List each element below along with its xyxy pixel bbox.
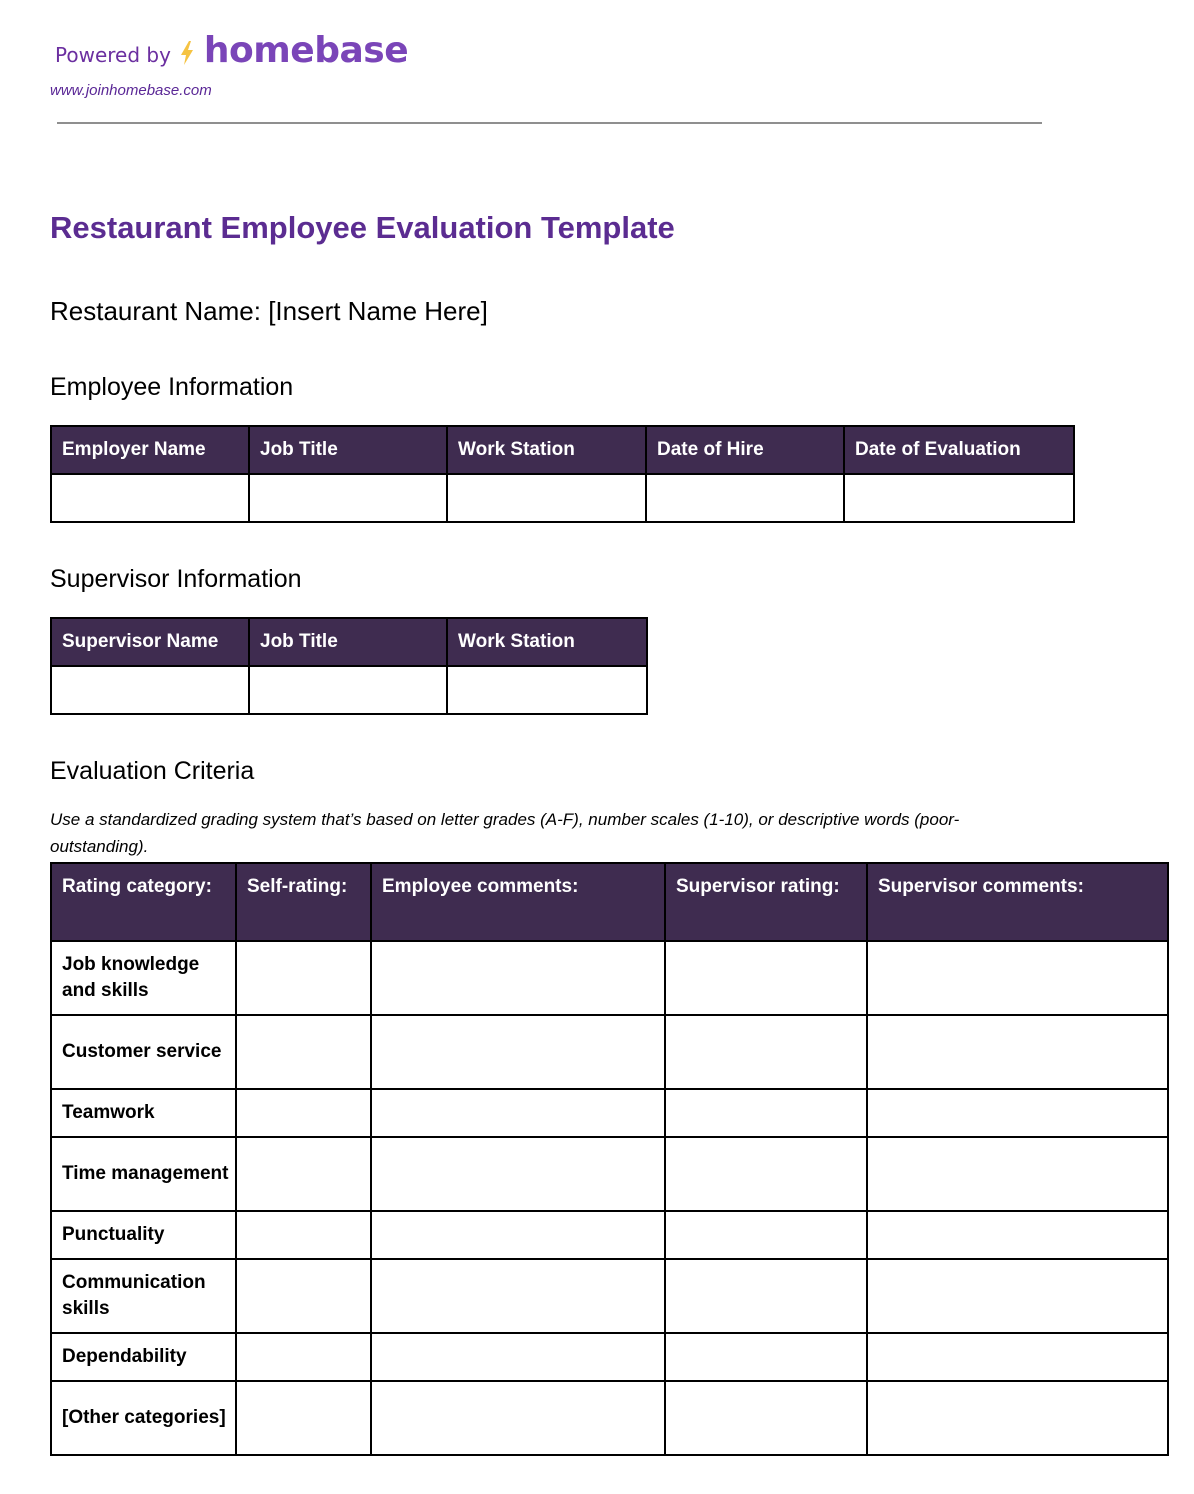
employee-comments-cell[interactable] (371, 1089, 665, 1137)
supervisor-rating-cell[interactable] (665, 1137, 867, 1211)
supervisor-info-table (50, 617, 648, 715)
employee-comments-cell[interactable] (371, 1015, 665, 1089)
column-header: Self-rating: (236, 863, 371, 941)
column-header: Supervisor Name (51, 618, 249, 666)
rating-category: Teamwork (51, 1089, 236, 1137)
self-rating-cell[interactable] (236, 1381, 371, 1455)
employer-name-cell[interactable] (51, 474, 249, 522)
table-header-row (51, 426, 1074, 474)
column-header: Employee comments: (371, 863, 665, 941)
table-row (51, 1259, 1168, 1333)
supervisor-rating-cell[interactable] (665, 1211, 867, 1259)
column-header: Rating category: (51, 863, 236, 941)
table-header-row (51, 618, 647, 666)
supervisor-rating-cell[interactable] (665, 1015, 867, 1089)
date-of-hire-cell[interactable] (646, 474, 844, 522)
work-station-cell[interactable] (447, 666, 647, 714)
table-row (51, 1015, 1168, 1089)
table-row (51, 941, 1168, 1015)
table-row (51, 666, 647, 714)
supervisor-rating-cell[interactable] (665, 1259, 867, 1333)
supervisor-rating-cell[interactable] (665, 941, 867, 1015)
rating-category: Time management (51, 1137, 236, 1211)
powered-by-label: Powered by (55, 43, 171, 67)
supervisor-rating-cell[interactable] (665, 1333, 867, 1381)
column-header: Work Station (447, 618, 647, 666)
self-rating-cell[interactable] (236, 1015, 371, 1089)
grading-note: Use a standardized grading system that’s based on letter grades (A-F), number scales (1-10), or descriptive words (poor-outstanding). (50, 810, 960, 856)
supervisor-info-heading: Supervisor Information (50, 565, 302, 593)
employee-comments-cell[interactable] (371, 1137, 665, 1211)
employee-info-heading: Employee Information (50, 373, 294, 401)
work-station-cell[interactable] (447, 474, 646, 522)
table-row (51, 1211, 1168, 1259)
supervisor-comments-cell[interactable] (867, 1381, 1168, 1455)
supervisor-comments-cell[interactable] (867, 1089, 1168, 1137)
column-header: Employer Name (51, 426, 249, 474)
rating-category: Communication skills (51, 1259, 236, 1333)
employee-comments-cell[interactable] (371, 1259, 665, 1333)
column-header: Date of Evaluation (844, 426, 1074, 474)
header-divider (57, 122, 1042, 124)
evaluation-criteria-heading: Evaluation Criteria (50, 757, 255, 785)
rating-category: [Other categories] (51, 1381, 236, 1455)
self-rating-cell[interactable] (236, 1137, 371, 1211)
rating-category: Dependability (51, 1333, 236, 1381)
supervisor-comments-cell[interactable] (867, 941, 1168, 1015)
supervisor-comments-cell[interactable] (867, 1211, 1168, 1259)
rating-category: Punctuality (51, 1211, 236, 1259)
job-title-cell[interactable] (249, 474, 447, 522)
self-rating-cell[interactable] (236, 1089, 371, 1137)
employee-comments-cell[interactable] (371, 1211, 665, 1259)
restaurant-name-field[interactable]: Restaurant Name: [Insert Name Here] (50, 296, 488, 326)
employee-comments-cell[interactable] (371, 941, 665, 1015)
supervisor-name-cell[interactable] (51, 666, 249, 714)
column-header: Supervisor rating: (665, 863, 867, 941)
self-rating-cell[interactable] (236, 941, 371, 1015)
column-header: Job Title (249, 426, 447, 474)
table-row (51, 1089, 1168, 1137)
employee-comments-cell[interactable] (371, 1381, 665, 1455)
supervisor-comments-cell[interactable] (867, 1259, 1168, 1333)
homebase-logo: homebase (203, 30, 409, 71)
employee-comments-cell[interactable] (371, 1333, 665, 1381)
website-link[interactable]: www.joinhomebase.com (50, 82, 212, 99)
job-title-cell[interactable] (249, 666, 447, 714)
lightning-bolt-icon (180, 41, 194, 65)
supervisor-rating-cell[interactable] (665, 1089, 867, 1137)
table-row (51, 1381, 1168, 1455)
rating-category: Customer service (51, 1015, 236, 1089)
homebase-brand (55, 30, 408, 71)
supervisor-rating-cell[interactable] (665, 1381, 867, 1455)
rating-category: Job knowledge and skills (51, 941, 236, 1015)
column-header: Date of Hire (646, 426, 844, 474)
table-row (51, 1333, 1168, 1381)
column-header: Supervisor comments: (867, 863, 1168, 941)
supervisor-comments-cell[interactable] (867, 1015, 1168, 1089)
column-header: Work Station (447, 426, 646, 474)
table-row (51, 474, 1074, 522)
supervisor-comments-cell[interactable] (867, 1333, 1168, 1381)
table-header-row (51, 863, 1168, 941)
column-header: Job Title (249, 618, 447, 666)
table-row (51, 1137, 1168, 1211)
self-rating-cell[interactable] (236, 1333, 371, 1381)
evaluation-table (50, 862, 1169, 1456)
supervisor-comments-cell[interactable] (867, 1137, 1168, 1211)
page-title: Restaurant Employee Evaluation Template (50, 210, 675, 245)
employee-info-table (50, 425, 1075, 523)
self-rating-cell[interactable] (236, 1211, 371, 1259)
date-of-evaluation-cell[interactable] (844, 474, 1074, 522)
self-rating-cell[interactable] (236, 1259, 371, 1333)
